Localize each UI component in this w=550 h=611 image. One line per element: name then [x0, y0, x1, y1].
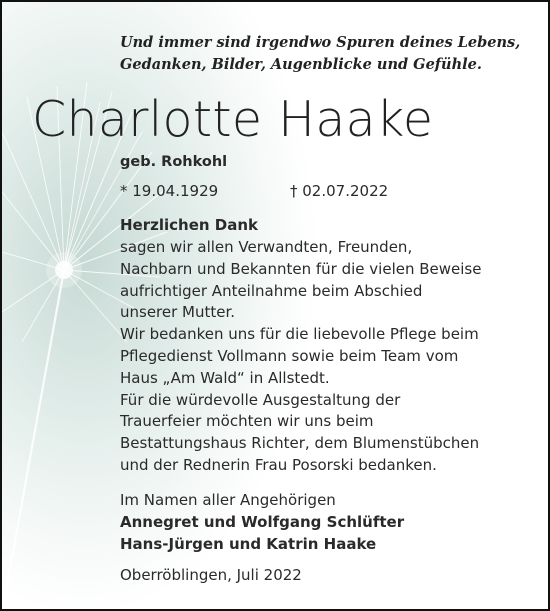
memorial-quote: [120, 32, 540, 76]
notice-content: [2, 2, 550, 611]
quote-line: Gedanken, Bilder, Augenblicke und Gefühle.: [120, 56, 482, 73]
thanks-heading: Herzlichen Dank: [120, 216, 259, 234]
message-line: Wir bedanken uns für die liebevolle Pflege beim: [120, 325, 479, 344]
maiden-name: geb. Rohkohl: [120, 154, 228, 170]
message-line: Für die würdevolle Ausgestaltung der: [120, 390, 401, 409]
signers: [120, 511, 404, 555]
message-line: unserer Mutter.: [120, 303, 236, 322]
place-and-date: Oberröblingen, Juli 2022: [120, 566, 302, 584]
message-line: Pflegedienst Vollmann sowie beim Team vom: [120, 346, 459, 365]
message-line: sagen wir allen Verwandten, Freunden,: [120, 238, 413, 256]
closing-line: Im Namen aller Angehörigen: [120, 491, 336, 509]
signer-name: Hans-Jürgen und Katrin Haake: [120, 535, 377, 553]
thanks-message: [120, 237, 545, 477]
message-line: Nachbarn und Bekannten für die vielen Beweise: [120, 259, 482, 278]
message-line: aufrichtiger Anteilnahme beim Abschied: [120, 281, 423, 300]
message-line: Haus „Am Wald“ in Allstedt.: [120, 368, 330, 387]
deceased-name: Charlotte Haake: [32, 91, 434, 148]
message-line: Trauerfeier möchten wir uns beim: [120, 412, 374, 431]
message-line: Bestattungshaus Richter, dem Blumenstübchen: [120, 434, 480, 453]
quote-line: Und immer sind irgendwo Spuren deines Lebens,: [120, 34, 521, 51]
birth-date: * 19.04.1929: [120, 182, 219, 200]
message-line: und der Rednerin Frau Posorski bedanken.: [120, 455, 437, 474]
signer-name: Annegret und Wolfgang Schlüfter: [120, 513, 405, 531]
death-date: † 02.07.2022: [290, 182, 389, 200]
